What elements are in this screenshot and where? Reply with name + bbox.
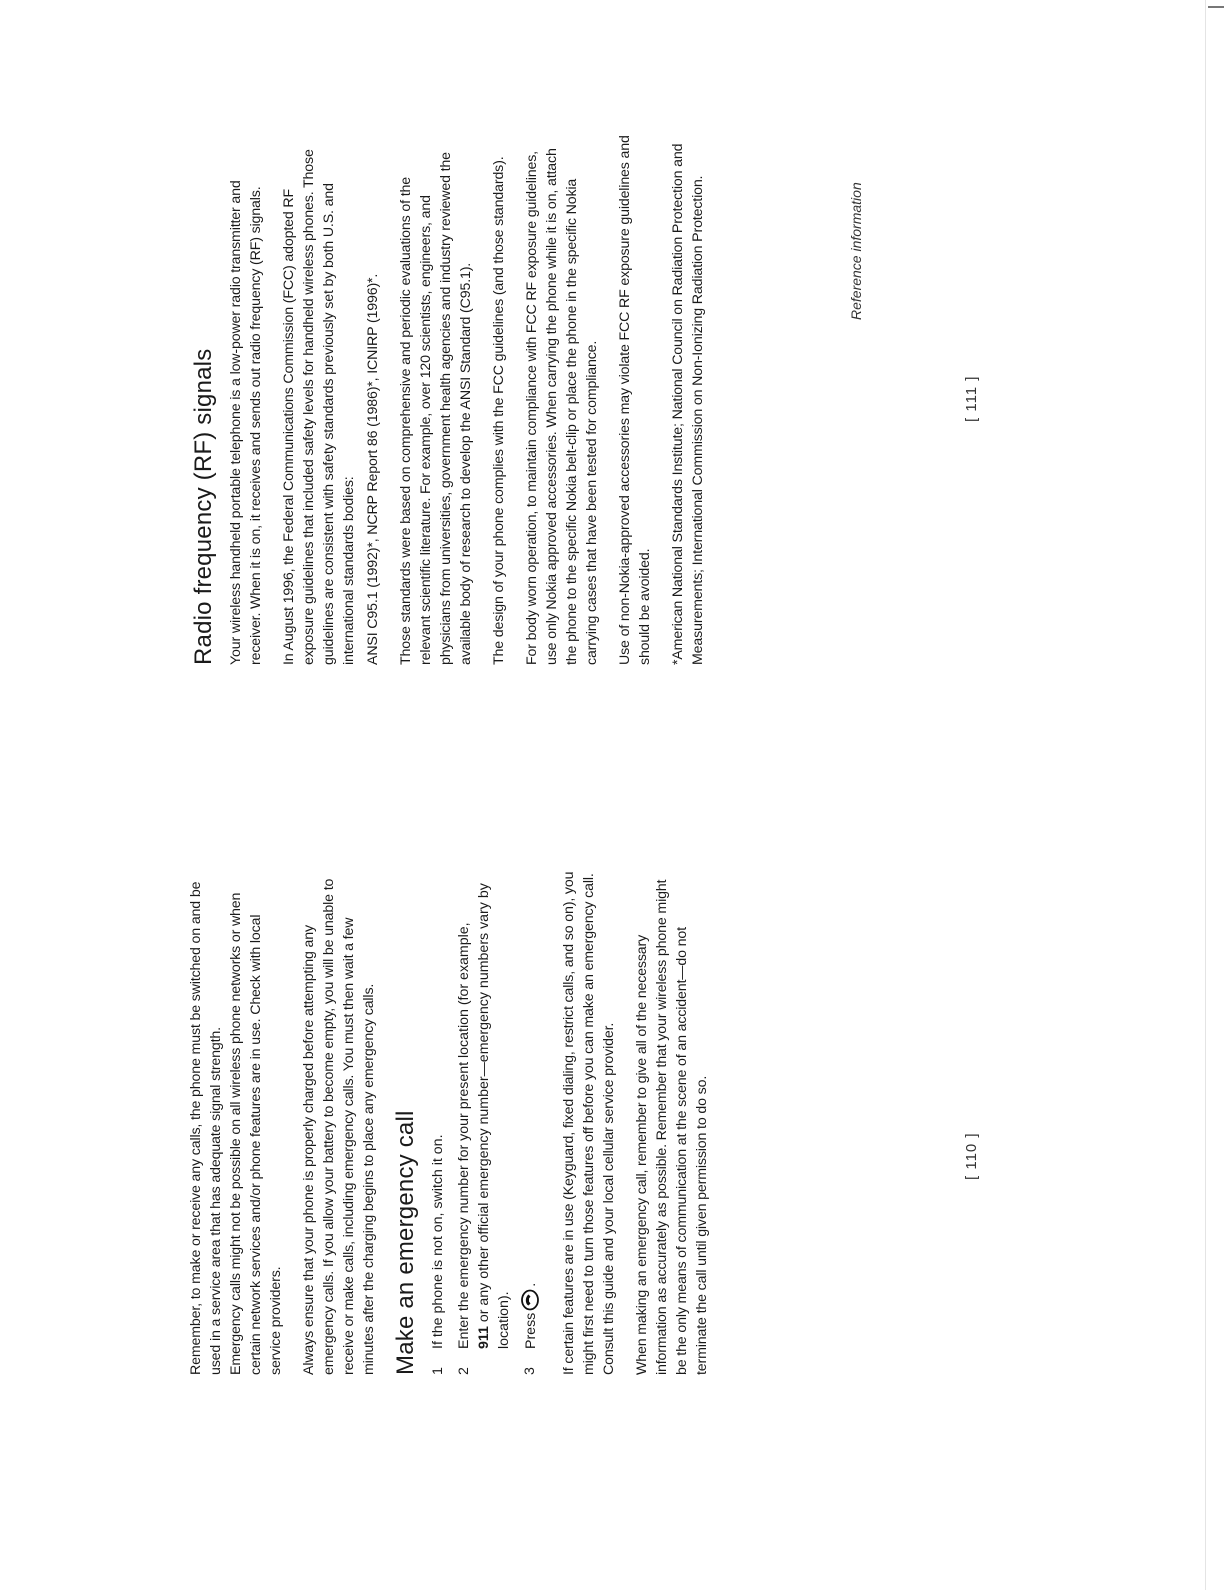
rf-paragraph-4: Those standards were based on comprehensive and periodic evaluations of the relevant scientific literature. For example, over 120 scientists, engineers, and physicians from universities, government health agencies and industry reviewed the available body of research to develop the ANSI Standard (C95.1). — [398, 152, 474, 665]
step-number: 2 — [456, 1367, 472, 1375]
rf-paragraph-1: Your wireless handheld portable telephone is a low-power radio transmitter and receiver. When it is on, it receives and sends out radio frequency (RF) signals. — [228, 180, 264, 665]
page-number-left: [ 110 ] — [963, 1132, 980, 1180]
rf-paragraph-7: Use of non-Nokia-approved accessories may violate FCC RF exposure guidelines and should be avoided. — [617, 135, 653, 665]
step-2 — [454, 870, 514, 1375]
right-page-content — [190, 130, 721, 665]
step-1 — [428, 870, 448, 1375]
features-paragraph: If certain features are in use (Keyguard, fixed dialing, restrict calls, and so on), you might first need to turn those features off before you can make an emergency call. Consult this guide and your local cellular service provider. — [561, 871, 617, 1375]
page-number-right: [ 111 ] — [963, 375, 980, 422]
step-2-text-b: or any other official emergency number—emergency numbers vary by location). — [476, 883, 512, 1349]
rf-paragraph-6: For body worn operation, to maintain compliance with FCC RF exposure guidelines, use only Nokia approved accessories. When carrying the phone while it is on, attach the phone to the specific Nokia belt-clip or place the phone in the specific Nokia carrying cases that have been tested for compliance. — [524, 148, 600, 665]
emergency-steps-list — [428, 870, 546, 1375]
making-call-paragraph: When making an emergency call, remember to give all of the necessary information as accurately as possible. Remember that your wireless phone might be the only means of communication at the scene of an accident—do not terminate the call until given permission to do so. — [634, 879, 710, 1375]
rf-signals-heading: Radio frequency (RF) signals — [190, 348, 217, 665]
step-number: 3 — [522, 1367, 538, 1375]
rf-paragraph-5: The design of your phone complies with the FCC guidelines (and those standards). — [491, 156, 507, 665]
step-text — [454, 870, 514, 1349]
intro-paragraph-1b: Emergency calls might not be possible on all wireless phone networks or when certain network services and/or phone features are in use. Check with local service providers. — [228, 892, 284, 1375]
step-3 — [520, 870, 546, 1375]
rf-paragraph-8: *American National Standards Institute; National Council on Radiation Protection and Measurements; International Commission on Non-Ionizing Radiation Protection. — [670, 143, 706, 665]
step-2-text-a: Enter the emergency number for your present location (for example, — [456, 922, 472, 1349]
emergency-number: 911 — [476, 1326, 492, 1349]
step-3-text-a: Press — [523, 1312, 539, 1349]
step-text: If the phone is not on, switch it on. — [430, 1134, 446, 1349]
rf-paragraph-2: In August 1996, the Federal Communications Commission (FCC) adopted RF exposure guidelines that included safety levels for handheld wireless phones. Those guidelines are consistent with safety standards previously set by both U.S. and international standards bodies: — [281, 149, 357, 665]
left-page-content — [186, 870, 725, 1375]
step-number: 1 — [430, 1367, 446, 1375]
send-key-icon — [520, 1289, 546, 1311]
step-text — [520, 870, 546, 1349]
intro-paragraph-1a: Remember, to make or receive any calls, the phone must be switched on and be used in a service area that has adequate signal strength. — [188, 881, 224, 1375]
intro-paragraph-2: Always ensure that your phone is properly charged before attempting any emergency calls. If you allow your battery to become empty, you will be unable to receive or make calls, including emergency calls. You must then wait a few minutes after the charging begins to place any emergency calls. — [301, 878, 377, 1375]
step-3-text-b: . — [523, 1282, 539, 1287]
running-header: Reference information — [848, 182, 864, 320]
rf-paragraph-3: ANSI C95.1 (1992)*, NCRP Report 86 (1986)*, ICNIRP (1996)*. — [365, 273, 381, 665]
emergency-call-heading: Make an emergency call — [392, 1110, 419, 1375]
